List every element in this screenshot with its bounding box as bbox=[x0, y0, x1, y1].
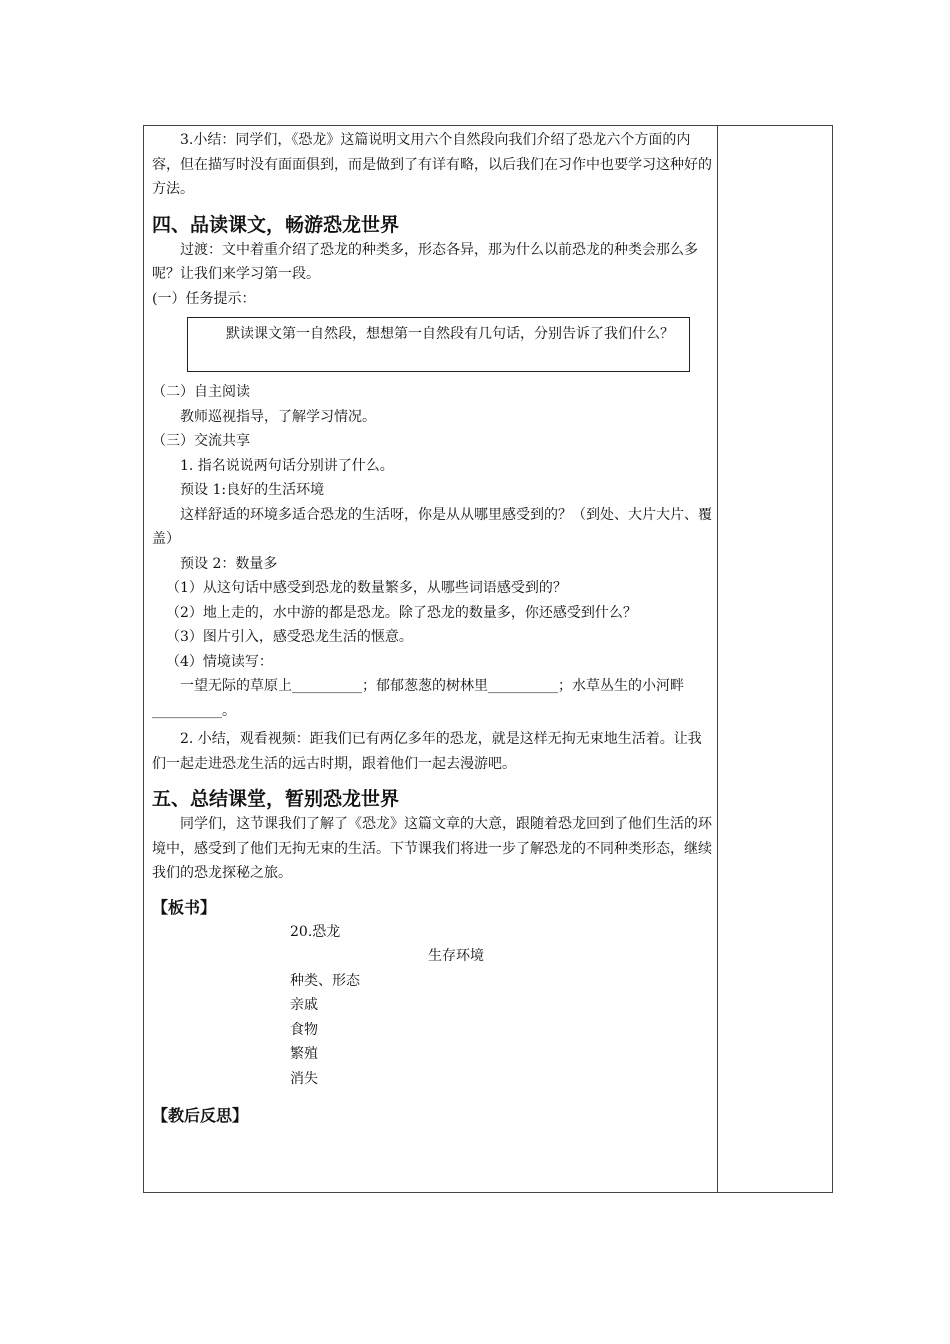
board-item: 消失 bbox=[290, 1070, 318, 1087]
board-item: 亲戚 bbox=[290, 996, 318, 1013]
teacher-guidance: 教师巡视指导，了解学习情况。 bbox=[180, 408, 376, 425]
question-4: （4）情境读写： bbox=[166, 653, 273, 670]
question-3: （3）图片引入，感受恐龙生活的惬意。 bbox=[166, 629, 413, 645]
step-1: 1. 指名说说两句话分别讲了什么。 bbox=[180, 457, 394, 474]
summary-paragraph: 3.小结：同学们，《恐龙》这篇说明文用六个自然段向我们介绍了恐龙六个方面的内容，但在描写时没有面面俱到，而是做到了有详有略，以后我们在习作中也要学习这种好的方法。 bbox=[152, 132, 712, 197]
task-prompt-box bbox=[187, 317, 690, 372]
environment-question: 这样舒适的环境多适合恐龙的生活呀，你是从从哪里感受到的？（到处、大片大片、覆盖） bbox=[152, 506, 712, 547]
question-2: （2）地上走的，水中游的都是恐龙。除了恐龙的数量多，你还感受到什么？ bbox=[166, 604, 637, 621]
preset-1: 预设 1:良好的生活环境 bbox=[180, 482, 325, 498]
section-heading-5: 五、总结课堂，暂别恐龙世界 bbox=[152, 788, 400, 810]
fill-in-blanks: 一望无际的草原上__________；郁郁葱葱的树林里__________；水草丛生的小河畔__________。 bbox=[152, 678, 684, 719]
transition-paragraph: 过渡：文中着重介绍了恐龙的种类多，形态各异，那为什么以前恐龙的种类会那么多呢？让我们来学习第一段。 bbox=[152, 241, 698, 282]
table-divider bbox=[717, 125, 718, 1193]
board-item: 食物 bbox=[290, 1021, 318, 1038]
reflection-label: 【教后反思】 bbox=[152, 1105, 249, 1125]
board-title: 20.恐龙 bbox=[290, 923, 341, 940]
lesson-content-cell bbox=[152, 125, 712, 1128]
conclusion-paragraph: 同学们，这节课我们了解了《恐龙》这篇文章的大意，跟随着恐龙回到了他们生活的环境中，感受到了他们无拘无束的生活。下节课我们将进一步了解恐龙的不同种类形态，继续我们的恐龙探秘之旅。 bbox=[152, 816, 712, 881]
preset-2: 预设 2：数量多 bbox=[180, 555, 278, 572]
board-environment: 生存环境 bbox=[428, 947, 484, 964]
summary-2: 2. 小结，观看视频：距我们已有两亿多年的恐龙，就是这样无拘无束地生活着。让我们一起走进恐龙生活的远古时期，跟着他们一起去漫游吧。 bbox=[152, 731, 702, 772]
task-prompt-text: 默读课文第一自然段，想想第一自然段有几句话，分别告诉了我们什么？ bbox=[226, 326, 674, 342]
self-reading-heading: （二）自主阅读 bbox=[152, 384, 250, 400]
question-1: （1）从这句话中感受到恐龙的数量繁多，从哪些词语感受到的？ bbox=[166, 580, 567, 596]
task-title: (一）任务提示： bbox=[152, 290, 256, 307]
board-item: 种类、形态 bbox=[290, 972, 360, 989]
board-label: 【板书】 bbox=[152, 897, 217, 917]
board-item: 繁殖 bbox=[290, 1045, 318, 1062]
section-heading-4: 四、品读课文，畅游恐龙世界 bbox=[152, 213, 400, 236]
board-writing bbox=[152, 920, 712, 1096]
sharing-heading: （三）交流共享 bbox=[152, 433, 250, 449]
